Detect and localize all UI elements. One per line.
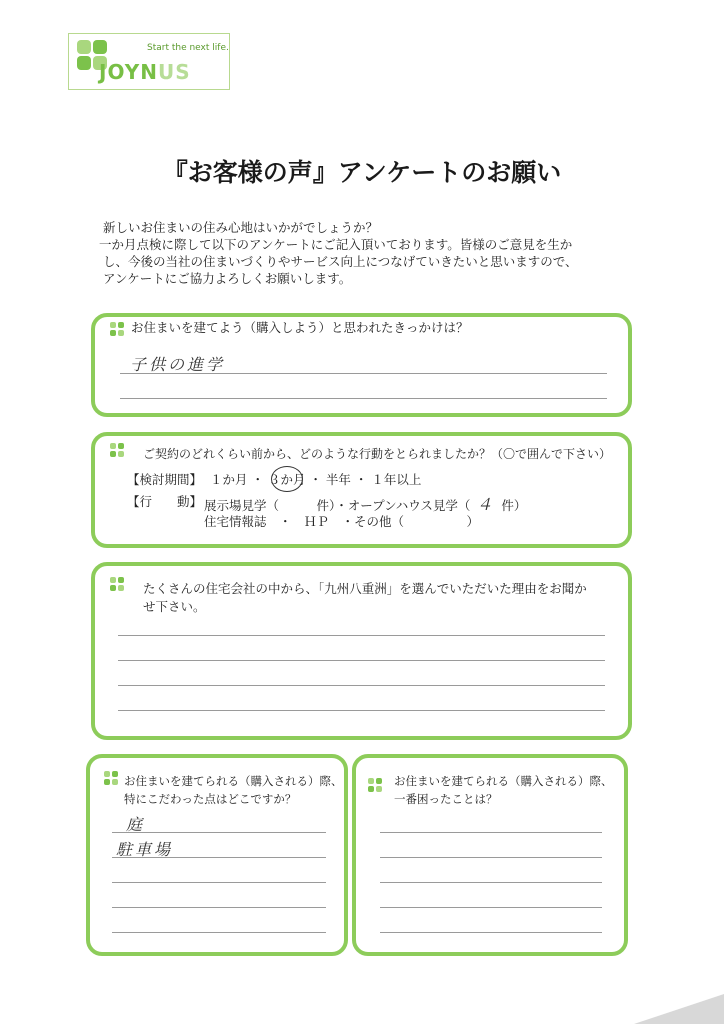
question-2-text: ご契約のどれくらい前から、どのような行動をとられましたか？（〇で囲んで下さい） [143, 447, 612, 461]
intro-line: アンケートにご協力よろしくお願いします。 [103, 271, 352, 286]
bullet-icon [110, 443, 124, 457]
page-title: 『お客様の声』アンケートのお願い [162, 158, 562, 187]
page-fold-shadow [634, 994, 724, 1024]
question-3-text-line1: たくさんの住宅会社の中から、「九州八重洲」を選んでいただいた理由をお聞か [143, 581, 587, 596]
answer-line [120, 398, 607, 399]
answer-line [118, 710, 605, 711]
question-5-text-line1: お住まいを建てられる（購入される）際、 [394, 774, 613, 788]
answer-4-line2[interactable]: 駐車場 [116, 840, 174, 859]
action-options-text: 件） [501, 498, 527, 513]
action-options-text: 展示場見学（ 件）・オープンハウス見学（ [204, 498, 471, 513]
action-label: 【行 動】 [127, 494, 203, 509]
bullet-icon [104, 771, 118, 785]
question-3-text-line2: せ下さい。 [143, 599, 206, 614]
answer-line [118, 660, 605, 661]
logo-square-icon [77, 56, 91, 70]
period-label: 【検討期間】 [127, 472, 203, 487]
bullet-icon [110, 577, 124, 591]
answer-line [112, 932, 326, 933]
answer-line [112, 907, 326, 908]
answer-line [118, 635, 605, 636]
intro-line: し、今後の当社の住まいづくりやサービス向上につなげていきたいと思いますので、 [103, 254, 578, 269]
answer-line [112, 832, 326, 833]
answer-line [112, 882, 326, 883]
answer-line [120, 373, 607, 374]
intro-line: 一か月点検に際して以下のアンケートにご記入頂いております。皆様のご意見を生か [99, 237, 573, 252]
question-4-text-line1: お住まいを建てられる（購入される）際、 [124, 774, 343, 788]
joynus-logo [68, 33, 230, 90]
logo-tagline: Start the next life. [147, 43, 229, 53]
selected-circle-mark [271, 466, 303, 492]
answer-line [380, 907, 602, 908]
answer-4-line1[interactable]: 庭 [126, 815, 146, 834]
answer-line [118, 685, 605, 686]
action-options-line2[interactable]: 住宅情報誌 ・ ＨＰ ・その他（ ） [204, 514, 480, 529]
logo-square-icon [77, 40, 91, 54]
intro-line: 新しいお住まいの住み心地はいかがでしょうか？ [103, 220, 379, 235]
answer-line [380, 857, 602, 858]
answer-line [380, 882, 602, 883]
bullet-icon [368, 778, 382, 792]
period-options[interactable]: １か月 ・ ３か月 ・ 半年 ・ １年以上 [210, 472, 422, 487]
answer-line [380, 932, 602, 933]
logo-wordmark: JOYNUS [99, 60, 191, 84]
intro-text [99, 219, 663, 287]
answer-1-text[interactable]: 子供の進学 [130, 355, 226, 374]
answer-line [380, 832, 602, 833]
question-4-text-line2: 特にこだわった点はどこですか？ [124, 792, 297, 806]
bullet-icon [110, 322, 124, 336]
logo-square-icon [93, 40, 107, 54]
open-house-count[interactable]: ４ [476, 495, 496, 514]
question-1-text: お住まいを建てよう（購入しよう）と思われたきっかけは？ [131, 320, 469, 335]
question-5-text-line2: 一番困ったことは？ [394, 792, 498, 806]
answer-line [112, 857, 326, 858]
